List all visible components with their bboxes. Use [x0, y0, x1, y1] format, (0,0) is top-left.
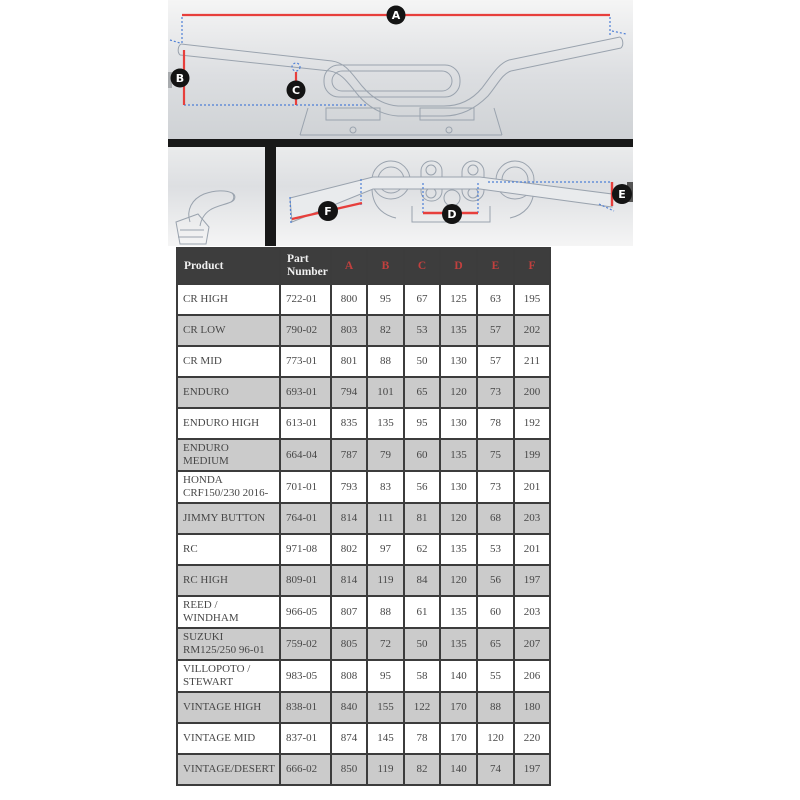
- col-header-dim-e: E: [477, 248, 514, 284]
- dimension-cell: 58: [404, 660, 440, 692]
- dimension-cell: 63: [477, 284, 514, 315]
- dim-label-a: [387, 6, 406, 25]
- dimension-cell: 207: [514, 628, 550, 660]
- dim-label-e: [612, 184, 632, 204]
- dimension-cell: 220: [514, 723, 550, 754]
- dimension-cell: 83: [367, 471, 404, 503]
- part-number-cell: 838-01: [280, 692, 331, 723]
- dimension-cell: 88: [367, 346, 404, 377]
- dimension-cell: 101: [367, 377, 404, 408]
- part-number-cell: 759-02: [280, 628, 331, 660]
- part-number-cell: 790-02: [280, 315, 331, 346]
- dimension-cell: 60: [404, 439, 440, 471]
- dimension-cell: 808: [331, 660, 367, 692]
- dimension-cell: 814: [331, 503, 367, 534]
- dimension-cell: 72: [367, 628, 404, 660]
- table-row: [177, 439, 550, 471]
- dimension-cell: 79: [367, 439, 404, 471]
- dimension-cell: 140: [440, 754, 477, 785]
- dimension-cell: 50: [404, 628, 440, 660]
- table-row: [177, 565, 550, 596]
- svg-text:E: E: [618, 188, 626, 201]
- dimension-cell: 78: [477, 408, 514, 439]
- dimension-cell: 119: [367, 565, 404, 596]
- dimension-cell: 53: [404, 315, 440, 346]
- dimension-cell: 120: [440, 503, 477, 534]
- dimension-cell: 120: [477, 723, 514, 754]
- dimension-cell: 53: [477, 534, 514, 565]
- dimension-cell: 201: [514, 534, 550, 565]
- product-cell: VINTAGE HIGH: [177, 692, 280, 723]
- dimension-cell: 192: [514, 408, 550, 439]
- dimension-cell: 135: [440, 534, 477, 565]
- dimension-cell: 67: [404, 284, 440, 315]
- col-header-dim-a: A: [331, 248, 367, 284]
- part-number-cell: 693-01: [280, 377, 331, 408]
- dimension-cell: 135: [440, 628, 477, 660]
- product-cell: ENDURO HIGH: [177, 408, 280, 439]
- part-number-cell: 764-01: [280, 503, 331, 534]
- dimension-cell: 78: [404, 723, 440, 754]
- dim-label-d: [442, 204, 462, 224]
- dimension-cell: 787: [331, 439, 367, 471]
- dimension-cell: 206: [514, 660, 550, 692]
- lever-pane: [168, 147, 265, 246]
- part-number-cell: 722-01: [280, 284, 331, 315]
- part-number-cell: 613-01: [280, 408, 331, 439]
- dimension-cell: 68: [477, 503, 514, 534]
- dim-label-f: [318, 201, 338, 221]
- dimension-cell: 803: [331, 315, 367, 346]
- part-number-cell: 837-01: [280, 723, 331, 754]
- product-cell: SUZUKI RM125/250 96-01: [177, 628, 280, 660]
- product-cell: ENDURO: [177, 377, 280, 408]
- part-number-cell: 809-01: [280, 565, 331, 596]
- dimension-cell: 802: [331, 534, 367, 565]
- diagram-svg: [168, 0, 633, 246]
- svg-text:D: D: [447, 208, 457, 221]
- dimension-cell: 850: [331, 754, 367, 785]
- svg-text:C: C: [291, 84, 301, 97]
- col-header-product: Product: [177, 248, 280, 284]
- table-row: [177, 723, 550, 754]
- part-number-cell: 966-05: [280, 596, 331, 628]
- dimension-cell: 135: [367, 408, 404, 439]
- product-cell: ENDURO MEDIUM: [177, 439, 280, 471]
- product-cell: JIMMY BUTTON: [177, 503, 280, 534]
- dimension-cell: 135: [440, 315, 477, 346]
- col-header-dim-f: F: [514, 248, 550, 284]
- dimension-cell: 203: [514, 503, 550, 534]
- table-row: [177, 660, 550, 692]
- dimension-cell: 50: [404, 346, 440, 377]
- product-cell: RC: [177, 534, 280, 565]
- col-header-dim-d: D: [440, 248, 477, 284]
- dimension-cell: 202: [514, 315, 550, 346]
- dimension-cell: 62: [404, 534, 440, 565]
- dimension-cell: 65: [477, 628, 514, 660]
- col-header-dim-b: B: [367, 248, 404, 284]
- dimension-cell: 130: [440, 408, 477, 439]
- table-row: [177, 471, 550, 503]
- dimension-cell: 145: [367, 723, 404, 754]
- dimension-cell: 119: [367, 754, 404, 785]
- product-cell: REED / WINDHAM: [177, 596, 280, 628]
- dimension-cell: 800: [331, 284, 367, 315]
- dimension-cell: 197: [514, 754, 550, 785]
- dimension-cell: 211: [514, 346, 550, 377]
- dimension-cell: 793: [331, 471, 367, 503]
- table-row: [177, 408, 550, 439]
- table-row: [177, 315, 550, 346]
- part-number-cell: 664-04: [280, 439, 331, 471]
- dimension-cell: 840: [331, 692, 367, 723]
- dimension-cell: 201: [514, 471, 550, 503]
- dimension-cell: 203: [514, 596, 550, 628]
- dimension-cell: 81: [404, 503, 440, 534]
- dimension-cell: 135: [440, 596, 477, 628]
- dimension-cell: 82: [404, 754, 440, 785]
- dimension-cell: 74: [477, 754, 514, 785]
- dimension-cell: 65: [404, 377, 440, 408]
- dimension-cell: 197: [514, 565, 550, 596]
- product-cell: VILLOPOTO / STEWART: [177, 660, 280, 692]
- part-number-cell: 701-01: [280, 471, 331, 503]
- part-number-cell: 666-02: [280, 754, 331, 785]
- dimension-cell: 120: [440, 565, 477, 596]
- dimension-cell: 130: [440, 471, 477, 503]
- dimension-cell: 155: [367, 692, 404, 723]
- table-row: [177, 284, 550, 315]
- table-row: [177, 628, 550, 660]
- dimension-cell: 60: [477, 596, 514, 628]
- product-cell: HONDA CRF150/230 2016-: [177, 471, 280, 503]
- dimension-cell: 199: [514, 439, 550, 471]
- part-number-cell: 983-05: [280, 660, 331, 692]
- dimension-cell: 195: [514, 284, 550, 315]
- dimension-cell: 73: [477, 377, 514, 408]
- dimension-cell: 56: [404, 471, 440, 503]
- col-header-dim-c: C: [404, 248, 440, 284]
- dimension-cell: 170: [440, 723, 477, 754]
- dimension-cell: 874: [331, 723, 367, 754]
- product-cell: CR HIGH: [177, 284, 280, 315]
- dimension-cell: 73: [477, 471, 514, 503]
- table-row: [177, 596, 550, 628]
- dimension-cell: 88: [367, 596, 404, 628]
- dimension-cell: 814: [331, 565, 367, 596]
- table-row: [177, 503, 550, 534]
- dimension-cell: 135: [440, 439, 477, 471]
- dim-label-b: [171, 69, 190, 88]
- dimension-cell: 95: [367, 284, 404, 315]
- product-cell: VINTAGE MID: [177, 723, 280, 754]
- dimension-cell: 84: [404, 565, 440, 596]
- dimension-cell: 170: [440, 692, 477, 723]
- product-cell: CR MID: [177, 346, 280, 377]
- col-header-part-number: Part Number: [280, 248, 331, 284]
- horizontal-divider: [168, 139, 633, 147]
- part-number-cell: 773-01: [280, 346, 331, 377]
- dimension-cell: 794: [331, 377, 367, 408]
- dimension-cell: 807: [331, 596, 367, 628]
- dimension-cell: 805: [331, 628, 367, 660]
- dimension-cell: 200: [514, 377, 550, 408]
- table-row: [177, 534, 550, 565]
- svg-text:B: B: [175, 72, 185, 85]
- dimension-cell: 82: [367, 315, 404, 346]
- table-row: [177, 377, 550, 408]
- dimension-cell: 835: [331, 408, 367, 439]
- table-row: [177, 754, 550, 785]
- dimension-cell: 95: [367, 660, 404, 692]
- table-row: [177, 346, 550, 377]
- dimension-cell: 801: [331, 346, 367, 377]
- dimension-cell: 97: [367, 534, 404, 565]
- part-number-cell: 971-08: [280, 534, 331, 565]
- dimension-cell: 140: [440, 660, 477, 692]
- dimension-cell: 88: [477, 692, 514, 723]
- spec-table: [176, 247, 551, 786]
- dimension-cell: 57: [477, 315, 514, 346]
- dimension-cell: 122: [404, 692, 440, 723]
- dimension-cell: 125: [440, 284, 477, 315]
- dimension-cell: 180: [514, 692, 550, 723]
- dimension-cell: 56: [477, 565, 514, 596]
- product-cell: VINTAGE/DESERT: [177, 754, 280, 785]
- dimension-cell: 111: [367, 503, 404, 534]
- handlebar-dimension-diagram: [168, 0, 633, 246]
- dimension-cell: 120: [440, 377, 477, 408]
- spec-table-body: [177, 284, 550, 785]
- dim-label-c: [287, 81, 306, 100]
- dimension-cell: 61: [404, 596, 440, 628]
- dimension-cell: 57: [477, 346, 514, 377]
- product-cell: CR LOW: [177, 315, 280, 346]
- dimension-cell: 95: [404, 408, 440, 439]
- dimension-cell: 55: [477, 660, 514, 692]
- svg-text:F: F: [324, 205, 332, 218]
- vertical-divider: [265, 147, 276, 246]
- dimension-cell: 75: [477, 439, 514, 471]
- table-header-row: [177, 248, 550, 284]
- dimension-cell: 130: [440, 346, 477, 377]
- product-cell: RC HIGH: [177, 565, 280, 596]
- svg-text:A: A: [391, 9, 401, 22]
- table-row: [177, 692, 550, 723]
